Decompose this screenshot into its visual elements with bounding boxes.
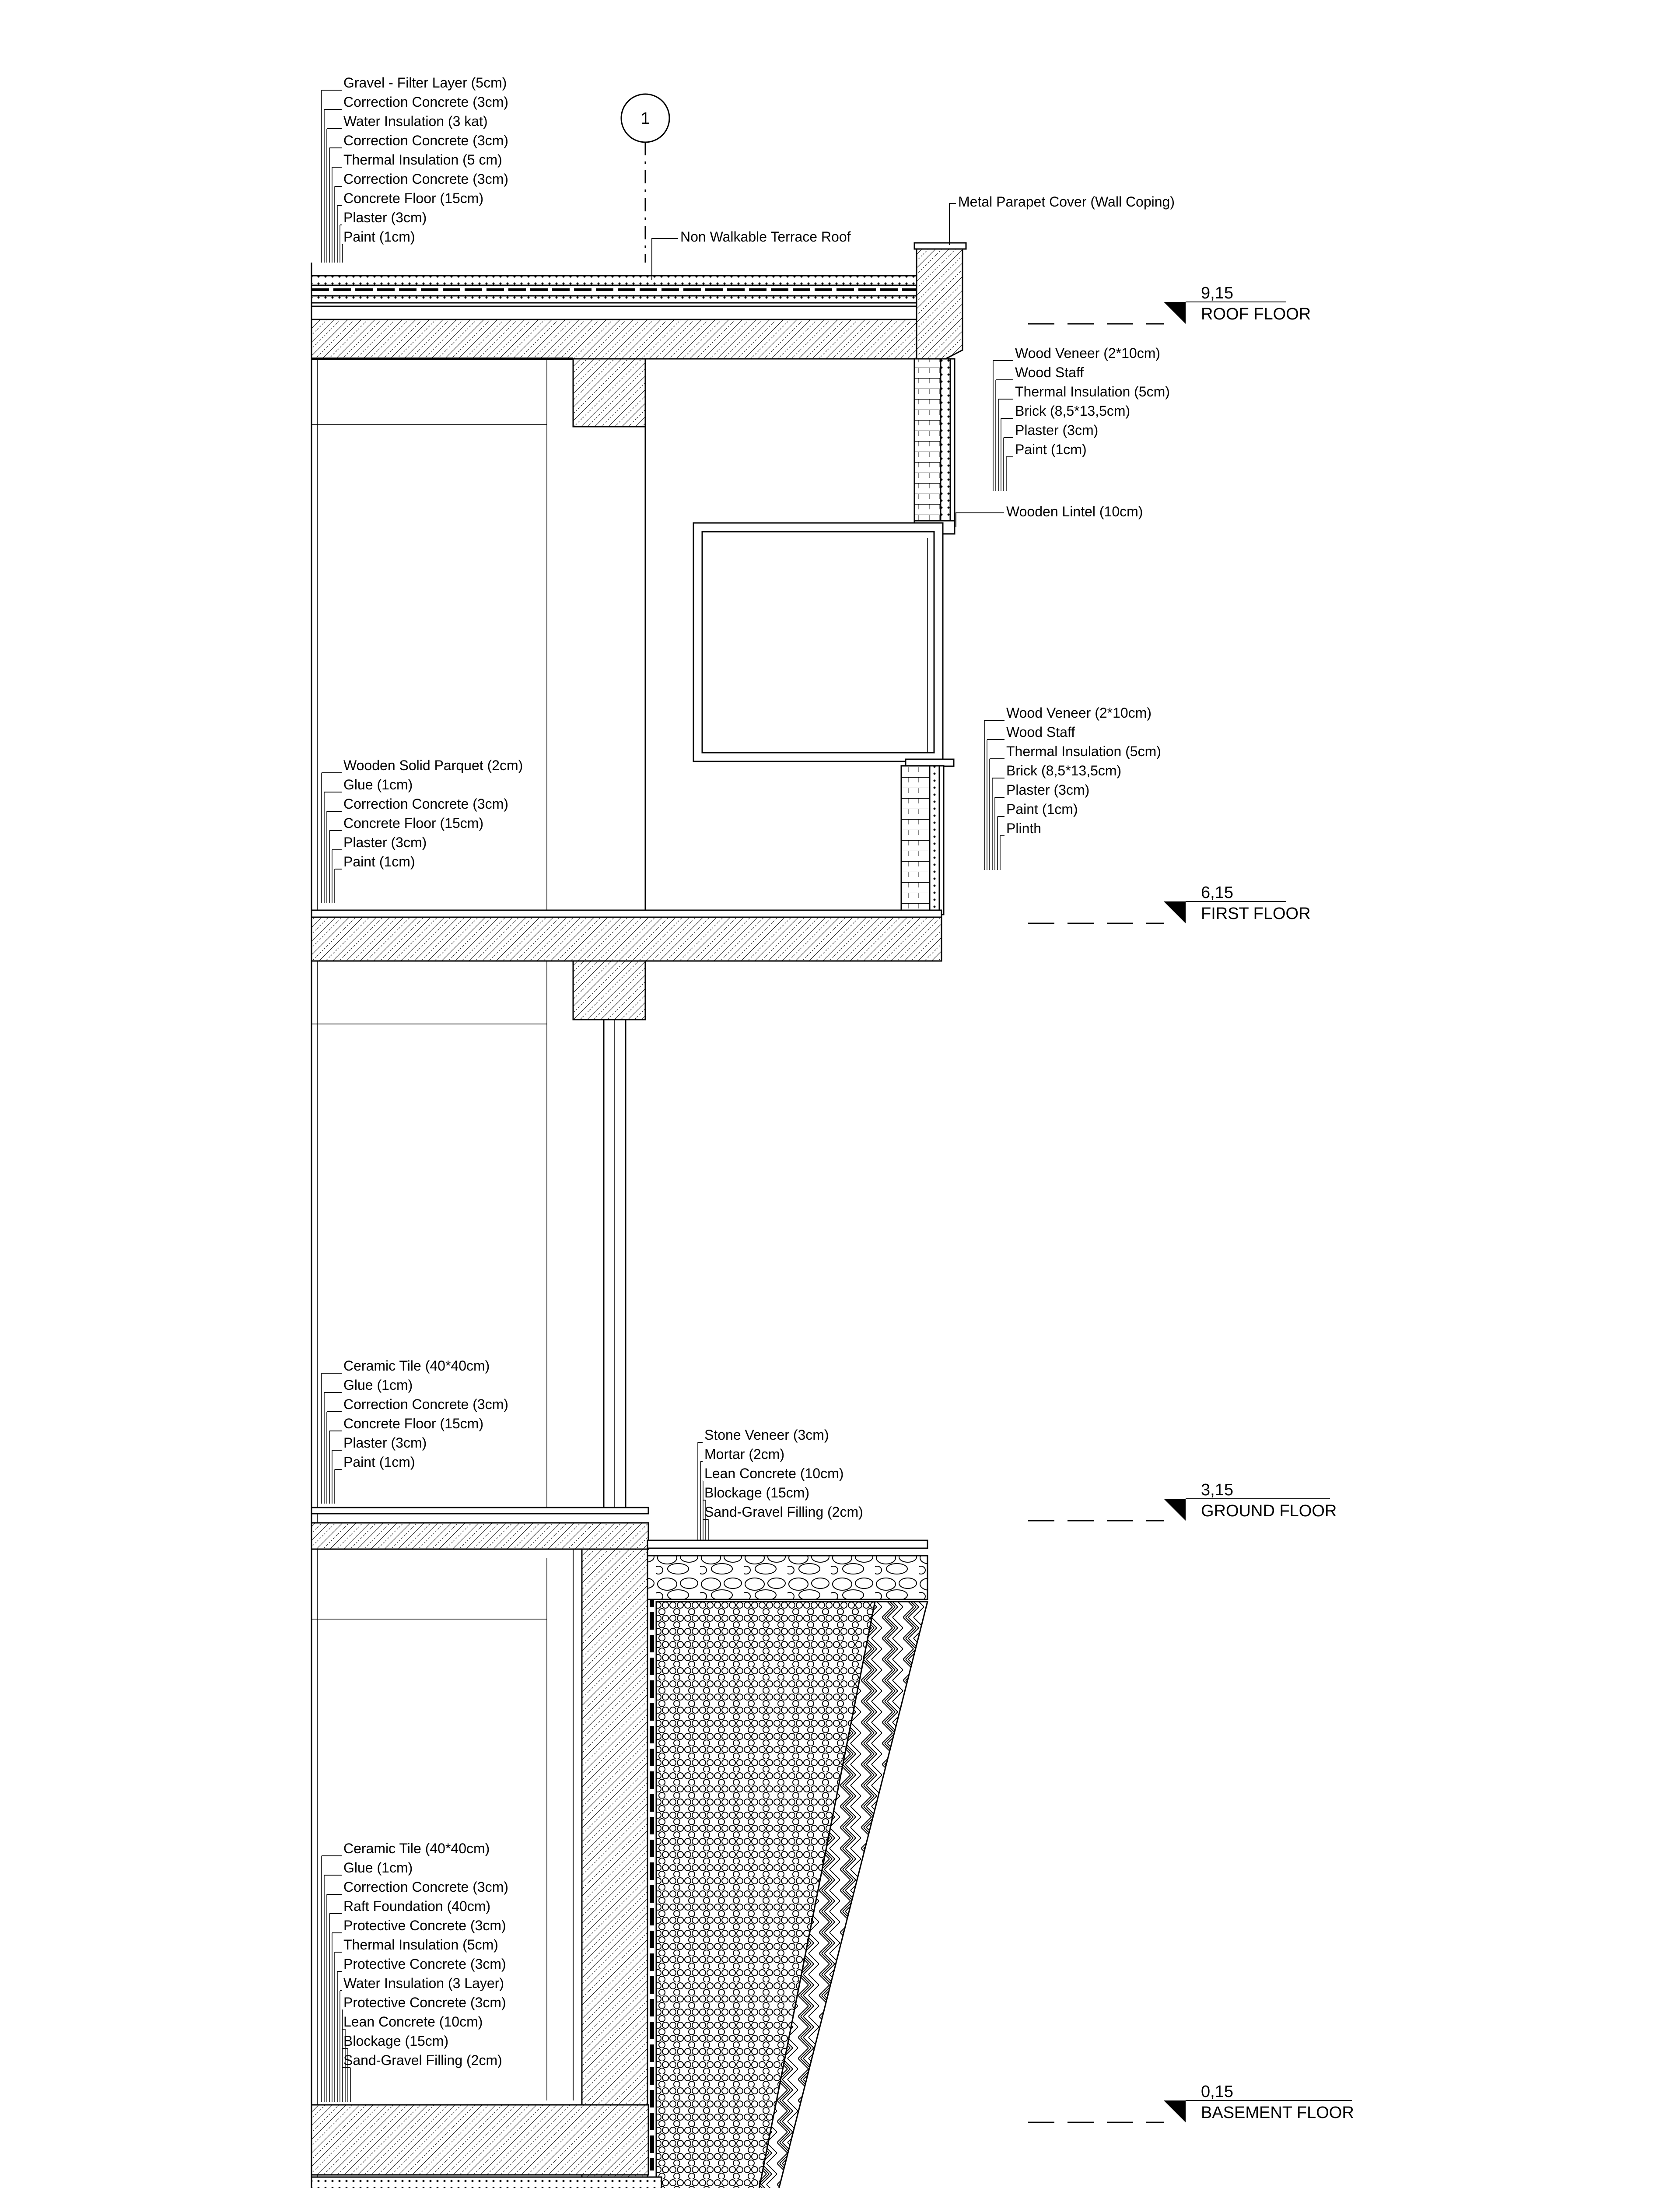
upper-wall-layer-label: Plaster (3cm) (1015, 422, 1099, 438)
roof-layer-label: Correction Concrete (3cm) (343, 171, 508, 187)
roof-layer-label: Gravel - Filter Layer (5cm) (343, 75, 507, 91)
ground-stone-fill (648, 1556, 928, 1599)
roof-level-value: 9,15 (1201, 284, 1233, 302)
terrace-roof-leader (652, 238, 678, 280)
roof-layer-label: Water Insulation (3 kat) (343, 113, 488, 129)
upper-wall-brick (914, 359, 941, 529)
roof-layer-label: Correction Concrete (3cm) (343, 133, 508, 148)
roof-gravel-layer (312, 276, 937, 285)
roof-layer-label: Paint (1cm) (343, 229, 415, 245)
roof-layer-label: Correction Concrete (3cm) (343, 94, 508, 110)
level-markers (1028, 324, 1164, 2122)
lower-wall-layer-label: Wood Veneer (2*10cm) (1006, 705, 1152, 721)
roof-slab (312, 319, 937, 359)
basement-layer-label: Lean Concrete (10cm) (343, 2014, 483, 2030)
level-triangles (1164, 302, 1186, 2122)
basement-layer-label: Protective Concrete (3cm) (343, 1918, 506, 1933)
upper-wall-layer-label: Brick (8,5*13,5cm) (1015, 403, 1130, 419)
roof-layer-label: Concrete Floor (15cm) (343, 190, 484, 206)
window-frame-outer (693, 523, 943, 761)
basement-layer-label: Thermal Insulation (5cm) (343, 1937, 498, 1953)
first-floor-layer-label: Correction Concrete (3cm) (343, 796, 508, 812)
lower-wall-brick (901, 766, 930, 915)
first-floor-layer-label: Concrete Floor (15cm) (343, 815, 484, 831)
section-geometry (302, 94, 1356, 2188)
exterior-ground-layer-label: Mortar (2cm) (704, 1446, 785, 1462)
ground-floor-layer-label: Plaster (3cm) (343, 1435, 427, 1451)
upper-wall-layer-label: Wood Staff (1015, 365, 1084, 380)
ground-floor-finish (312, 1508, 648, 1514)
ground-level-name: GROUND FLOOR (1201, 1502, 1337, 1520)
parapet-leader (949, 203, 956, 245)
upper-wall-layer-label: Wood Veneer (2*10cm) (1015, 345, 1161, 361)
lower-wall-layer-label: Thermal Insulation (5cm) (1006, 743, 1161, 759)
first-level-name: FIRST FLOOR (1201, 905, 1311, 923)
wooden-lintel-label: Wooden Lintel (10cm) (1006, 504, 1143, 519)
parapet-wall (917, 245, 962, 363)
ground-level-value: 3,15 (1201, 1481, 1233, 1499)
roof-insulation-layer (312, 296, 937, 303)
basement-layer-label: Protective Concrete (3cm) (343, 1995, 506, 2010)
first-floor-layer-label: Wooden Solid Parquet (2cm) (343, 757, 523, 773)
roof-beam (573, 359, 645, 427)
ground-floor-layer-label: Concrete Floor (15cm) (343, 1416, 484, 1431)
lower-wall-layer-label: Brick (8,5*13,5cm) (1006, 763, 1122, 778)
lower-wall-veneer (939, 766, 944, 915)
lintel-leader (956, 513, 1004, 527)
basement-raft (312, 2105, 648, 2175)
exterior-ground-layer-label: Sand-Gravel Filling (2cm) (704, 1504, 863, 1520)
roof-layer-label: Plaster (3cm) (343, 210, 427, 225)
basement-protective-layers (312, 2177, 662, 2188)
terrace-roof-label: Non Walkable Terrace Roof (680, 229, 851, 245)
first-floor-slab (312, 917, 942, 961)
roof-level-name: ROOF FLOOR (1201, 305, 1311, 323)
basement-layer-label: Sand-Gravel Filling (2cm) (343, 2052, 502, 2068)
parapet-cover-label: Metal Parapet Cover (Wall Coping) (958, 194, 1175, 210)
ground-floor-layer-label: Correction Concrete (3cm) (343, 1396, 508, 1412)
first-floor-finish (312, 910, 942, 917)
basement-layer-label: Water Insulation (3 Layer) (343, 1975, 504, 1991)
basement-layer-label: Protective Concrete (3cm) (343, 1956, 506, 1972)
lower-wall-layer-label: Paint (1cm) (1006, 801, 1078, 817)
exterior-ground-layer-label: Lean Concrete (10cm) (704, 1466, 844, 1481)
lower-wall-insulation (930, 766, 939, 915)
upper-wall-layer-label: Thermal Insulation (5cm) (1015, 384, 1170, 400)
basement-layer-label: Correction Concrete (3cm) (343, 1879, 508, 1895)
first-floor-layer-label: Glue (1cm) (343, 777, 413, 792)
basement-layer-label: Glue (1cm) (343, 1860, 413, 1876)
ground-floor-layer-label: Glue (1cm) (343, 1377, 413, 1393)
ground-floor-layer-label: Ceramic Tile (40*40cm) (343, 1358, 490, 1374)
first-floor-layer-label: Plaster (3cm) (343, 835, 427, 850)
parapet-cap (914, 243, 966, 249)
first-floor-layer-label: Paint (1cm) (343, 854, 415, 870)
upper-wall-layer-label: Paint (1cm) (1015, 442, 1087, 457)
lower-wall-layer-label: Wood Staff (1006, 724, 1075, 740)
exterior-ground-layer-label: Stone Veneer (3cm) (704, 1427, 829, 1443)
basement-level-name: BASEMENT FLOOR (1201, 2104, 1354, 2122)
basement-retaining-wall (582, 1549, 648, 2188)
exterior-ground-layer-label: Blockage (15cm) (704, 1485, 810, 1501)
first-level-value: 6,15 (1201, 884, 1233, 902)
upper-wall-insulation (941, 359, 950, 529)
first-floor-beam (573, 961, 645, 1020)
lower-wall-layer-label: Plaster (3cm) (1006, 782, 1090, 798)
ground-stone-veneer (648, 1540, 928, 1548)
level-value-ticks (1186, 302, 1352, 2100)
basement-layer-label: Blockage (15cm) (343, 2033, 449, 2049)
basement-level-value: 0,15 (1201, 2083, 1233, 2101)
upper-wall-veneer (950, 359, 955, 529)
grid-axis-label: 1 (640, 109, 650, 128)
roof-layer-label: Thermal Insulation (5 cm) (343, 152, 502, 168)
ground-floor-layer-label: Paint (1cm) (343, 1454, 415, 1470)
basement-layer-label: Ceramic Tile (40*40cm) (343, 1841, 490, 1856)
lower-wall-layer-label: Plinth (1006, 820, 1042, 836)
ground-floor-slab (312, 1523, 648, 1549)
basement-layer-label: Raft Foundation (40cm) (343, 1898, 491, 1914)
